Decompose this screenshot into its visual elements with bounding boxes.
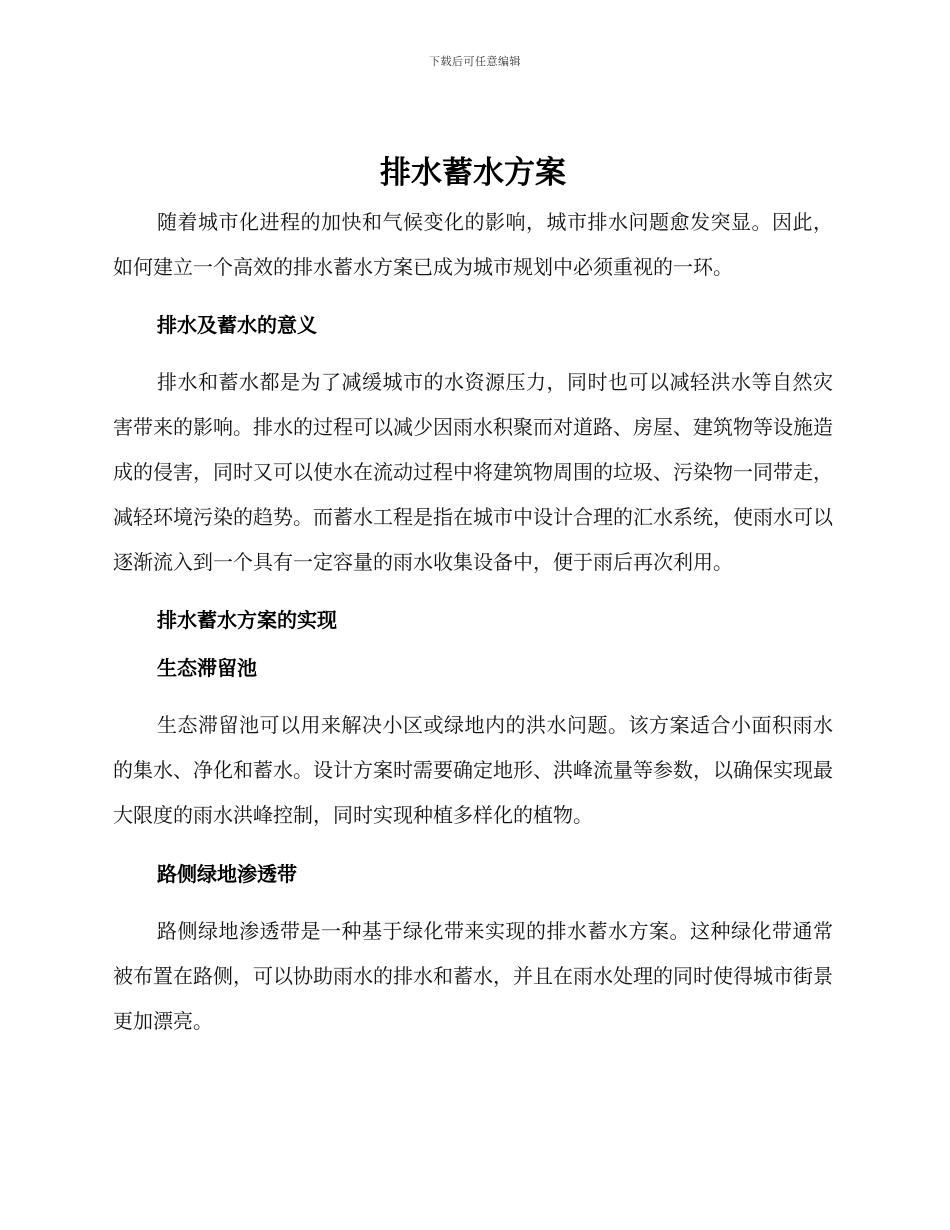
subsection-heading-roadside-infiltration: 路侧绿地渗透带 bbox=[157, 862, 297, 886]
subsection-paragraph-roadside-infiltration: 路侧绿地渗透带是一种基于绿化带来实现的排水蓄水方案。这种绿化带通常被布置在路侧，可以协助雨水的排水和蓄水，并且在雨水处理的同时使得城市街景更加漂亮。 bbox=[113, 919, 833, 1033]
intro-paragraph: 随着城市化进程的加快和气候变化的影响，城市排水问题愈发突显。因此，如何建立一个高效的排水蓄水方案已成为城市规划中必须重视的一环。 bbox=[113, 210, 833, 279]
section-heading-implementation: 排水蓄水方案的实现 bbox=[157, 608, 337, 632]
page-header-note: 下载后可任意编辑 bbox=[429, 55, 521, 68]
section-paragraph-significance: 排水和蓄水都是为了减缓城市的水资源压力，同时也可以减轻洪水等自然灾害带来的影响。排水的过程可以减少因雨水积聚而对道路、房屋、建筑物等设施造成的侵害，同时又可以使水在流动过程中将建筑物周围的垃圾、污染物一同带走，减轻环境污染的趋势。而蓄水工程是指在城市中设计合理的汇水系统，使雨水可以逐渐流入到一个具有一定容量的雨水收集设备中，便于雨后再次利用。 bbox=[113, 370, 833, 574]
document-title: 排水蓄水方案 bbox=[380, 155, 566, 191]
document-body bbox=[113, 150, 833, 1044]
subsection-heading-eco-retention-pond: 生态滞留池 bbox=[157, 656, 257, 680]
subsection-paragraph-eco-retention-pond: 生态滞留池可以用来解决小区或绿地内的洪水问题。该方案适合小面积雨水的集水、净化和蓄水。设计方案时需要确定地形、洪峰流量等参数，以确保实现最大限度的雨水洪峰控制，同时实现种植多样化的植物。 bbox=[113, 713, 833, 827]
section-heading-significance: 排水及蓄水的意义 bbox=[157, 313, 317, 337]
